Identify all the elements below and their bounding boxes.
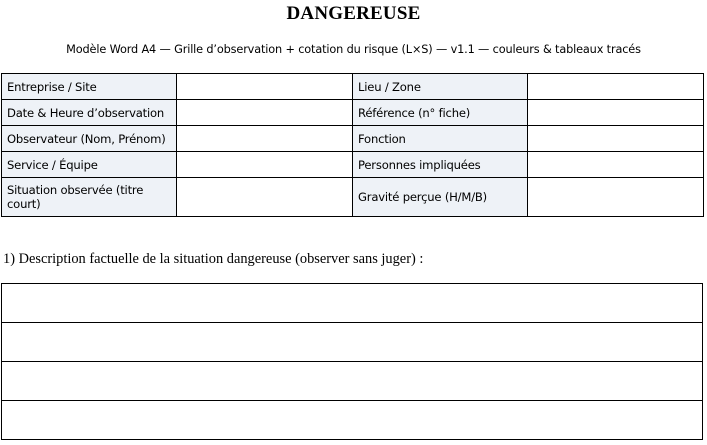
field-label-personnes-impliquees: Personnes impliquées bbox=[353, 152, 528, 178]
field-value-fonction[interactable] bbox=[528, 126, 704, 152]
description-line[interactable] bbox=[2, 323, 703, 362]
table-row bbox=[2, 284, 703, 323]
field-value-gravite-percue[interactable] bbox=[528, 178, 704, 217]
table-row bbox=[2, 401, 703, 440]
field-value-lieu-zone[interactable] bbox=[528, 74, 704, 100]
table-row bbox=[2, 178, 704, 217]
field-value-service-equipe[interactable] bbox=[177, 152, 353, 178]
document-title: DANGEREUSE bbox=[286, 3, 421, 24]
field-label-date-heure: Date & Heure d’observation bbox=[2, 100, 177, 126]
field-label-lieu-zone: Lieu / Zone bbox=[353, 74, 528, 100]
field-value-date-heure[interactable] bbox=[177, 100, 353, 126]
field-value-personnes-impliquees[interactable] bbox=[528, 152, 704, 178]
description-lines-table bbox=[1, 283, 703, 440]
description-line[interactable] bbox=[2, 362, 703, 401]
field-label-fonction: Fonction bbox=[353, 126, 528, 152]
field-label-gravite-percue: Gravité perçue (H/M/B) bbox=[353, 178, 528, 217]
identification-table bbox=[1, 73, 704, 217]
field-label-service-equipe: Service / Équipe bbox=[2, 152, 177, 178]
table-row bbox=[2, 126, 704, 152]
table-row bbox=[2, 152, 704, 178]
description-line[interactable] bbox=[2, 401, 703, 440]
field-label-observateur: Observateur (Nom, Prénom) bbox=[2, 126, 177, 152]
field-label-reference: Référence (n° fiche) bbox=[353, 100, 528, 126]
table-row bbox=[2, 100, 704, 126]
field-value-observateur[interactable] bbox=[177, 126, 353, 152]
field-label-entreprise-site: Entreprise / Site bbox=[2, 74, 177, 100]
table-row bbox=[2, 323, 703, 362]
field-value-reference[interactable] bbox=[528, 100, 704, 126]
description-line[interactable] bbox=[2, 284, 703, 323]
section-heading-description: 1) Description factuelle de la situation dangereuse (observer sans juger) : bbox=[3, 251, 424, 267]
field-value-entreprise-site[interactable] bbox=[177, 74, 353, 100]
field-value-situation-observee[interactable] bbox=[177, 178, 353, 217]
table-row bbox=[2, 362, 703, 401]
field-label-situation-observee: Situation observée (titre court) bbox=[2, 178, 177, 217]
document-subtitle: Modèle Word A4 — Grille d’observation + cotation du risque (L×S) — v1.1 — couleurs & tableaux tracés bbox=[66, 43, 641, 56]
table-row bbox=[2, 74, 704, 100]
